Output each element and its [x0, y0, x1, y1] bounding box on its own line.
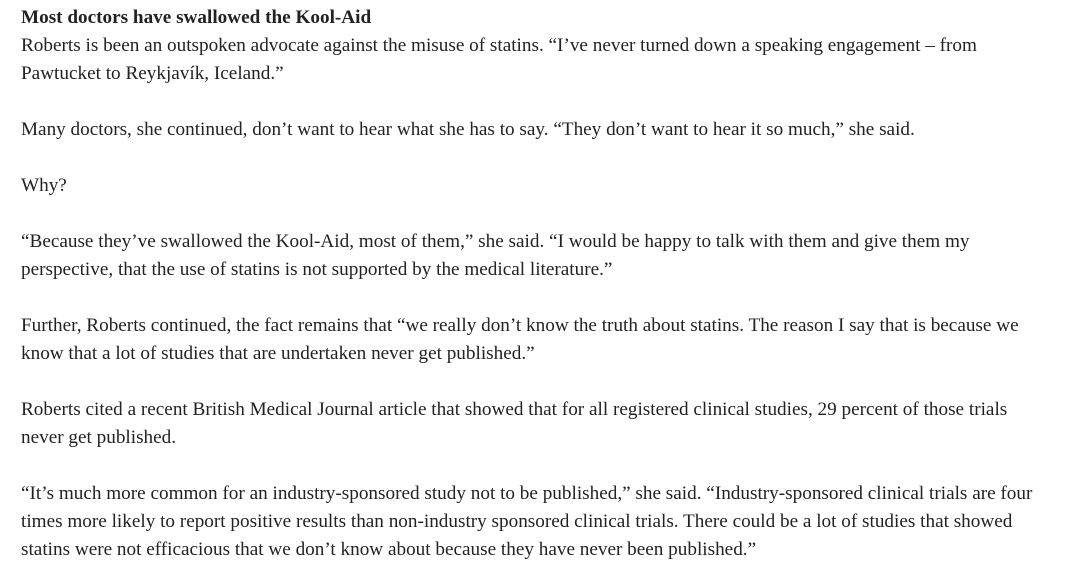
paragraph-why: Why? — [21, 175, 67, 196]
paragraph-kool-aid: “Because they’ve swallowed the Kool-Aid, most of them,” she said. “I would be happy to talk with them and give them my perspective, that the use of statins is not supported by the medical literature.” — [21, 231, 970, 280]
paragraph-speaking: Roberts is been an outspoken advocate against the misuse of statins. “I’ve never turned down a speaking engagement – from Pawtucket to Reykjavík, Iceland.” — [21, 35, 977, 84]
paragraph-bmj: Roberts cited a recent British Medical Journal article that showed that for all registered clinical studies, 29 percent of those trials never get published. — [21, 399, 1008, 448]
paragraph-industry: “It’s much more common for an industry-sponsored study not to be published,” she said. “Industry-sponsored clinical trials are four times more likely to report positive results than non-industry sponsored clinical trials. There could be a lot of studies that showed statins were not efficacious that we don’t know about because they have never been published.” — [21, 483, 1033, 560]
article-body — [21, 4, 1051, 564]
section-heading: Most doctors have swallowed the Kool-Aid — [21, 7, 372, 28]
paragraph-doctors: Many doctors, she continued, don’t want to hear what she has to say. “They don’t want to hear it so much,” she said. — [21, 119, 915, 140]
paragraph-truth: Further, Roberts continued, the fact remains that “we really don’t know the truth about statins. The reason I say that is because we know that a lot of studies that are undertaken never get published.” — [21, 315, 1019, 364]
